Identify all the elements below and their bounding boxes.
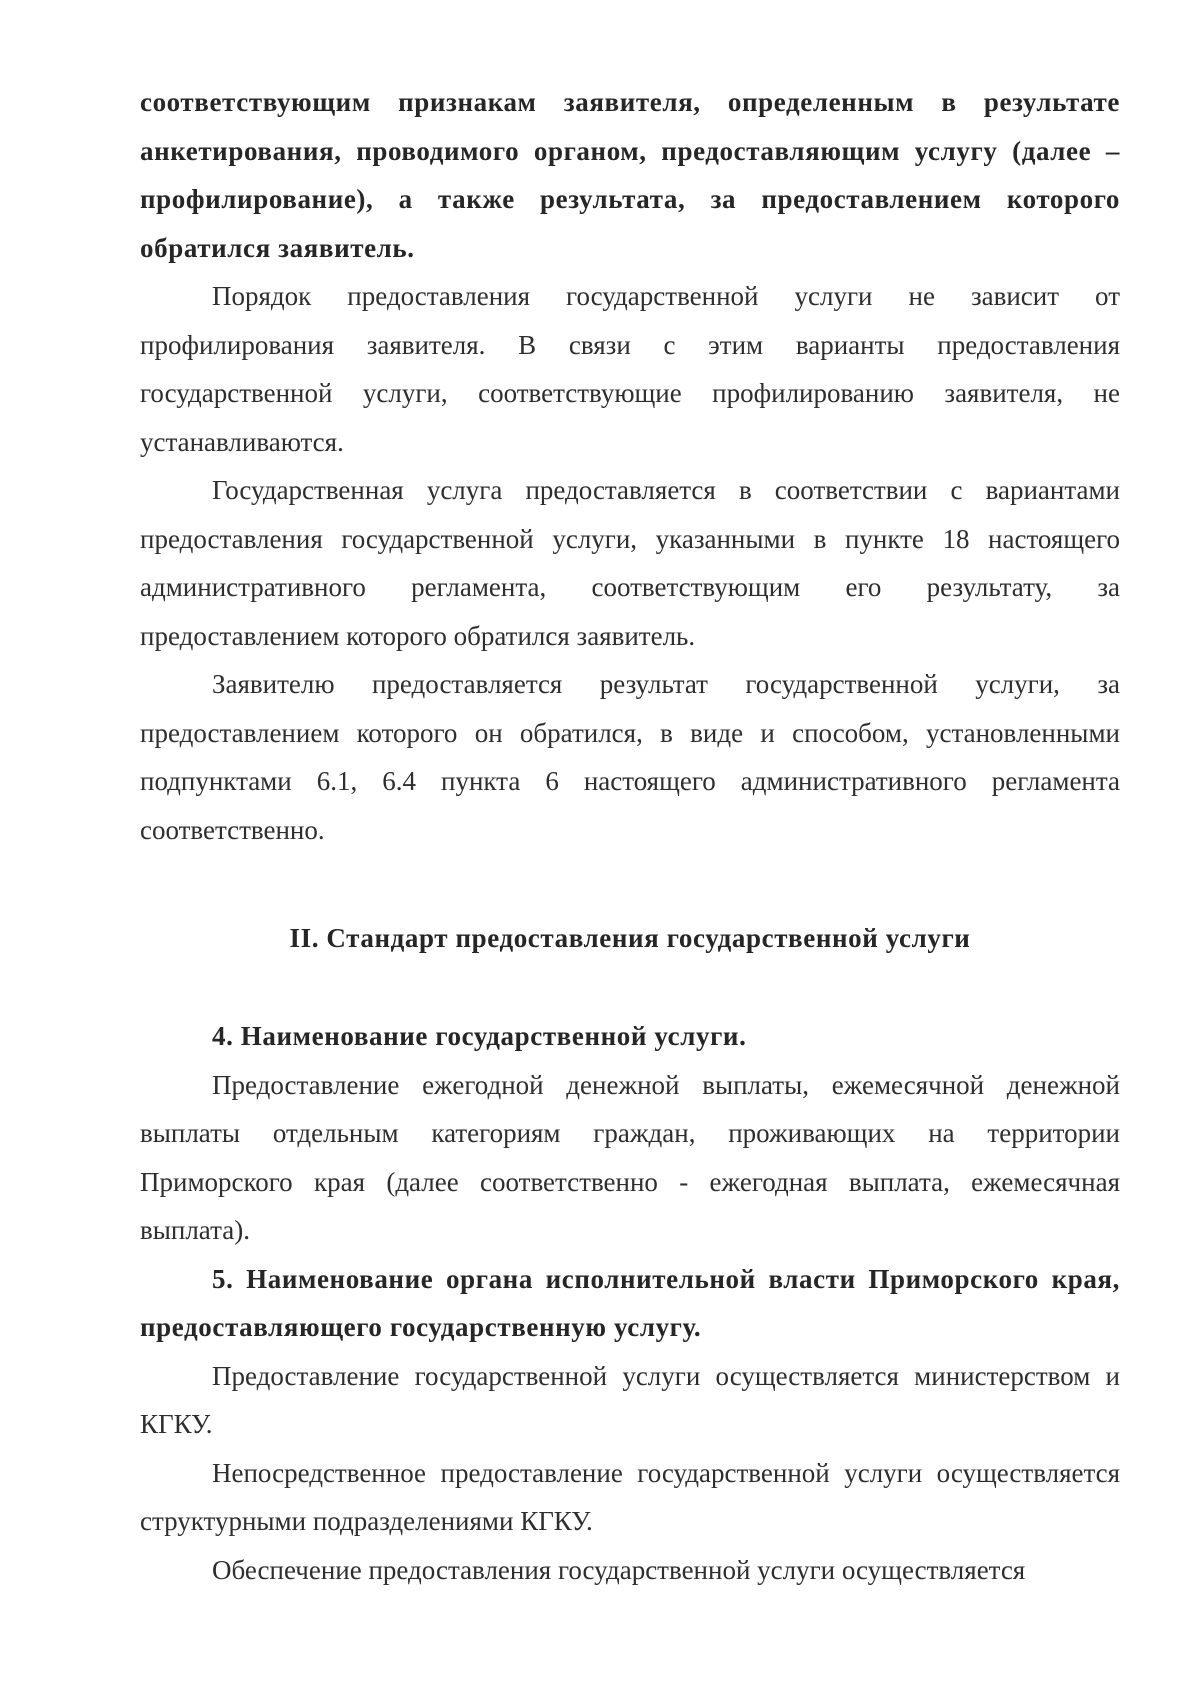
paragraph-provider: Предоставление государственной услуги осуществляется министерством и КГКУ. bbox=[140, 1360, 1120, 1439]
section-heading: II. Стандарт предоставления государственной услуги bbox=[289, 923, 971, 953]
paragraph-direct-provision: Непосредственное предоставление государственной услуги осуществляется структурными подразделениями КГКУ. bbox=[140, 1457, 1120, 1536]
paragraph-service-name: Предоставление ежегодной денежной выплаты, ежемесячной денежной выплаты отдельным категориям граждан, проживающих на территории Приморского края (далее соответственно - ежегодная выплата, ежемесячная выплата). bbox=[140, 1069, 1120, 1245]
heading-item-4: 4. Наименование государственной услуги. bbox=[212, 1021, 747, 1051]
heading-item-5: 5. Наименование органа исполнительной власти Приморского края, предоставляющего государственную услугу. bbox=[140, 1263, 1120, 1342]
paragraph-service-result: Заявителю предоставляется результат государственной услуги, за предоставлением которого он обратился, в виде и способом, установленными подпунктами 6.1, 6.4 пункта 6 настоящего административного регламента соответственно. bbox=[140, 669, 1120, 845]
paragraph-profiling-definition: соответствующим признакам заявителя, определенным в результате анкетирования, проводимого органом, предоставляющим услугу (далее – профилирование), а также результата, за предоставлением которого обратился заявитель. bbox=[140, 87, 1120, 263]
paragraph-provision-support: Обеспечение предоставления государственной услуги осуществляется bbox=[212, 1554, 1026, 1585]
paragraph-service-variants: Государственная услуга предоставляется в соответствии с вариантами предоставления государственной услуги, указанными в пункте 18 настоящего административного регламента, соответствующим его результату, за предоставлением которого обратился заявитель. bbox=[140, 475, 1120, 651]
paragraph-profiling-order: Порядок предоставления государственной услуги не зависит от профилирования заявителя. В связи с этим варианты предоставления государственной услуги, соответствующие профилированию заявителя, не устанавливаются. bbox=[140, 281, 1120, 457]
text-block-bottom bbox=[140, 1012, 1120, 1594]
text-block-top bbox=[140, 78, 1120, 854]
